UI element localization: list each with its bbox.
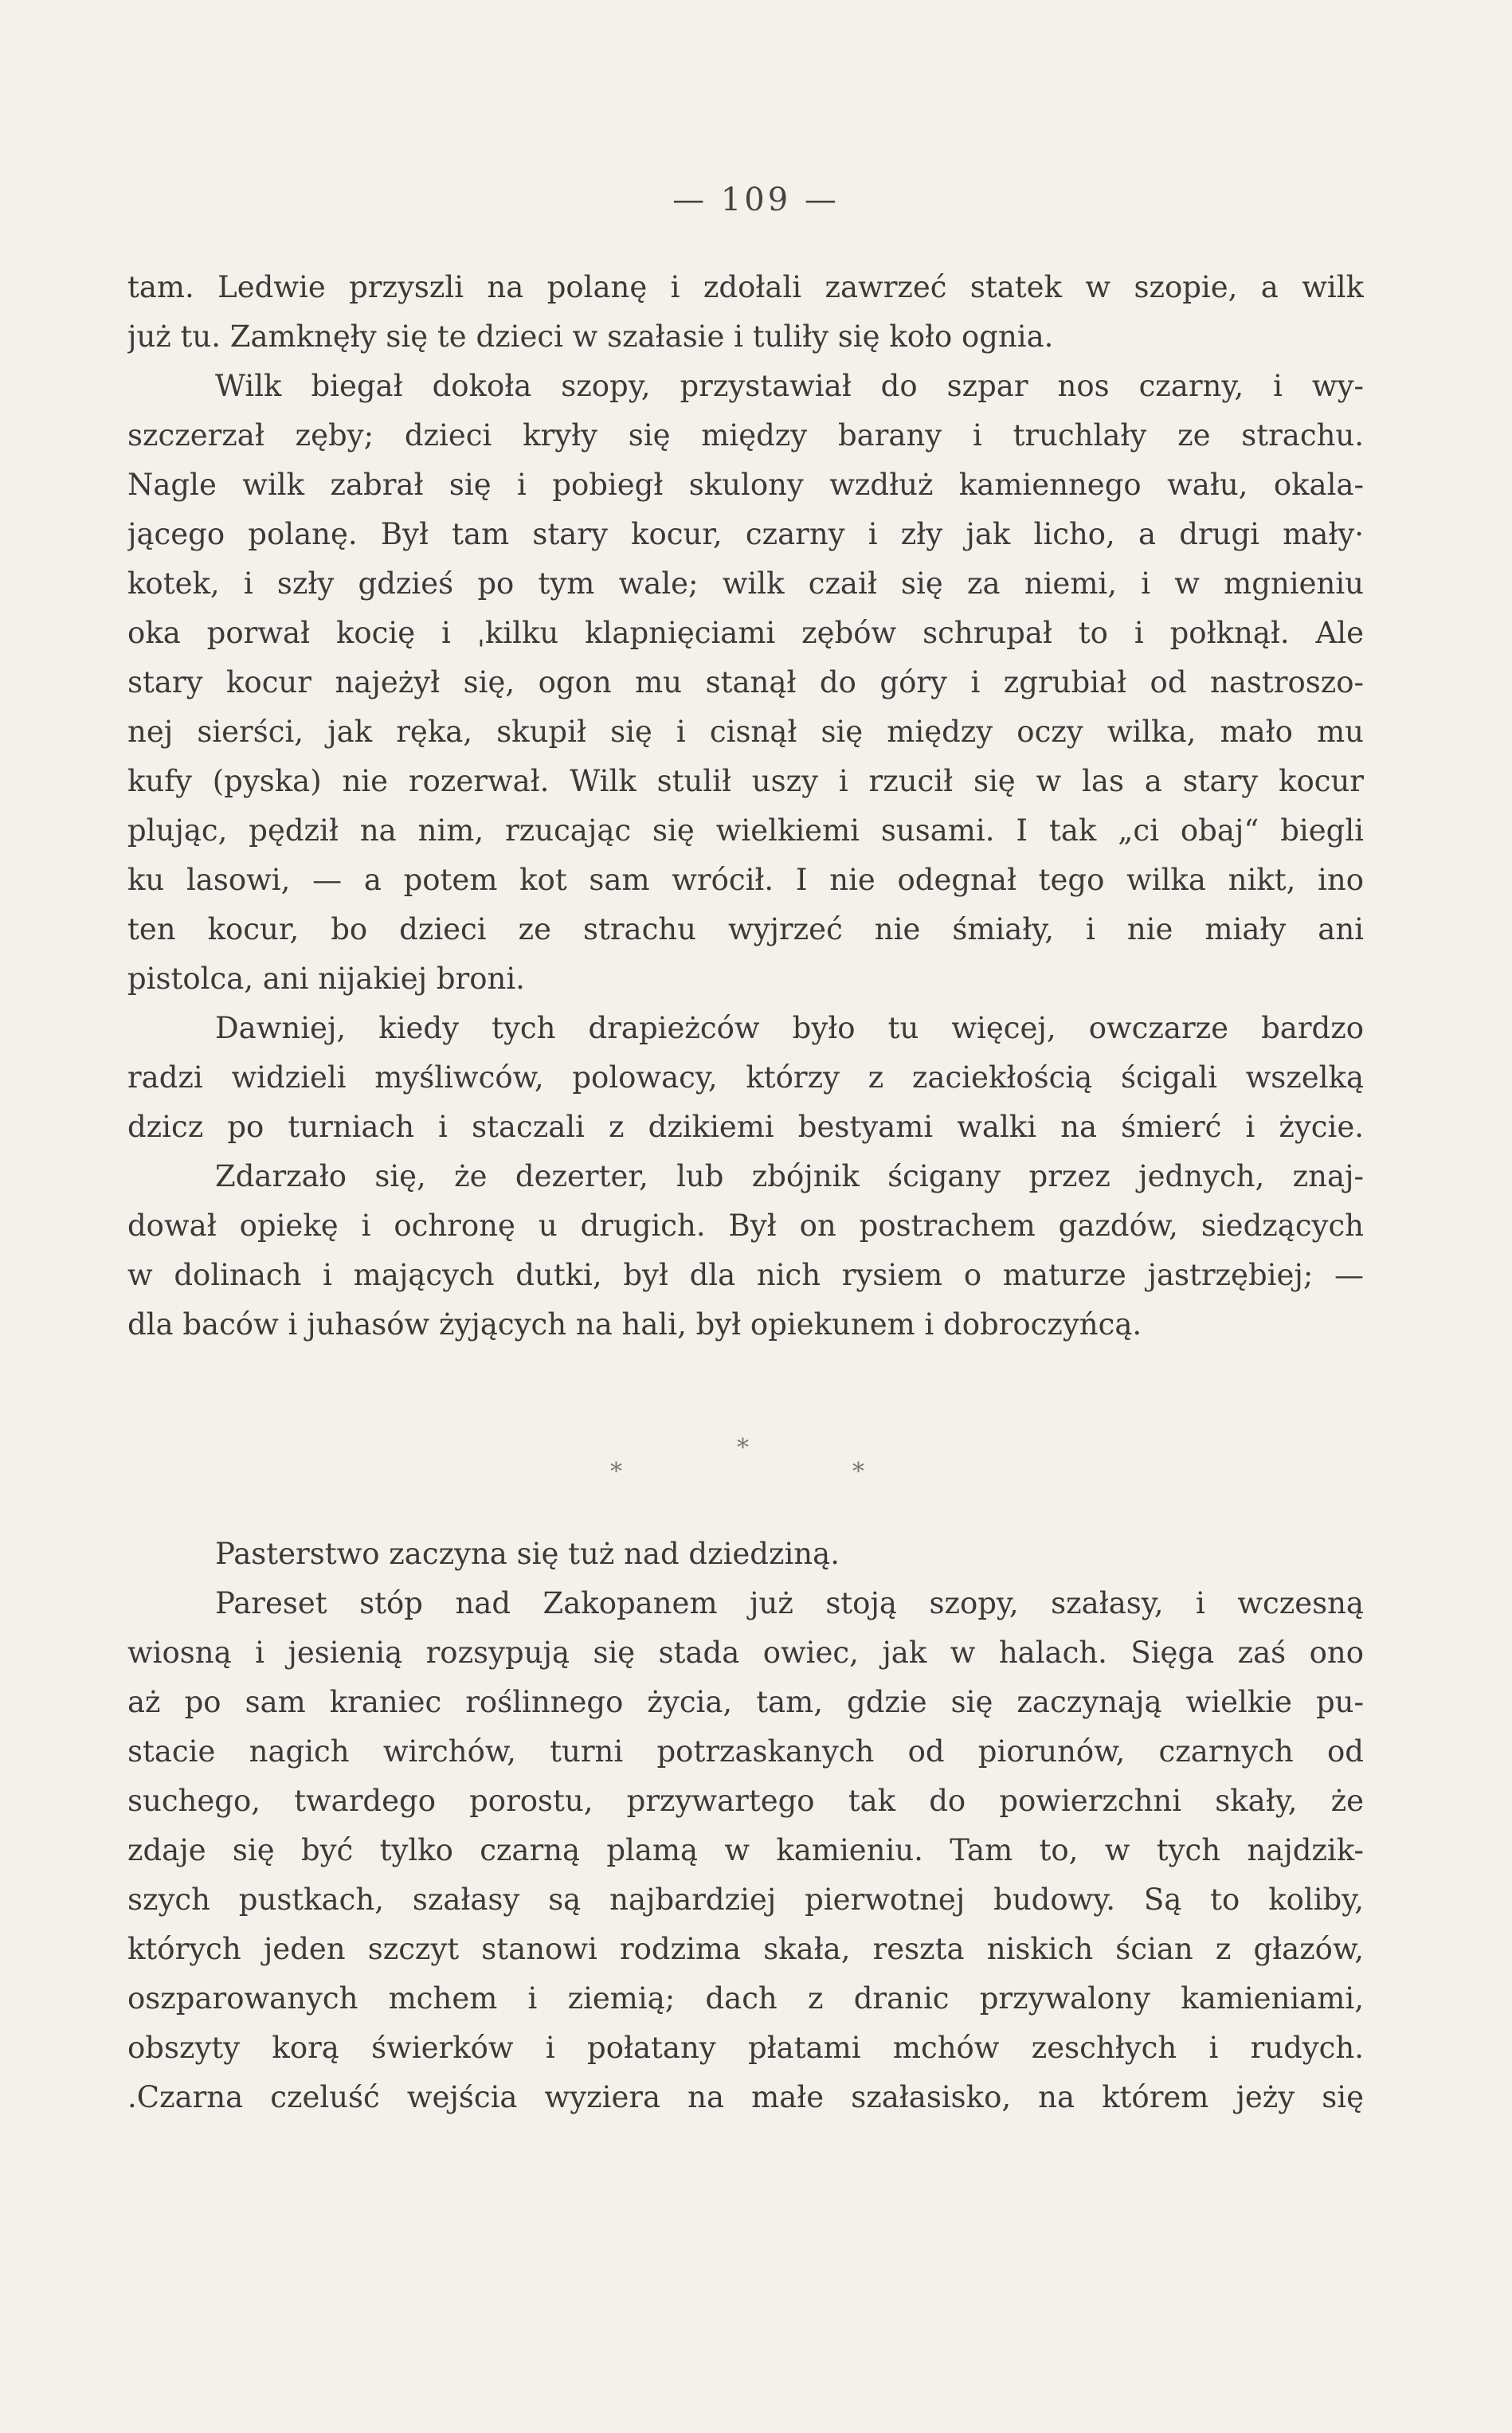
text-line: wiosną i jesienią rozsypują się stada owiec, jak w halach. Sięga zaś ono	[127, 1636, 1364, 1670]
separator-star-top: *	[737, 1434, 749, 1462]
text-line: plując, pędził na nim, rzucając się wielkiemi susami. I tak „ci obaj“ biegli	[127, 813, 1364, 848]
text-line: aż po sam kraniec roślinnego życia, tam, gdzie się zaczynają wielkie pu-	[127, 1685, 1364, 1719]
text-line: w dolinach i mających dutki, był dla nich rysiem o maturze jastrzębiej; —	[127, 1258, 1364, 1292]
text-line: tam. Ledwie przyszli na polanę i zdołali zawrzeć statek w szopie, a wilk	[127, 270, 1364, 304]
text-line: szych pustkach, szałasy są najbardziej pierwotnej budowy. Są to koliby,	[127, 1883, 1364, 1917]
text-line: radzi widzieli myśliwców, polowacy, którzy z zaciekłością ścigali wszelką	[127, 1060, 1364, 1095]
text-line: .Czarna czeluść wejścia wyziera na małe szałasisko, na którem jeży się	[127, 2080, 1364, 2114]
separator-star-right: *	[852, 1458, 864, 1486]
text-line: pistolca, ani nijakiej broni.	[127, 962, 525, 996]
text-line: Dawniej, kiedy tych drapieżców było tu więcej, owczarze bardzo	[215, 1011, 1364, 1045]
text-line: obszyty korą świerków i połatany płatami mchów zeschłych i rudych.	[127, 2031, 1364, 2065]
page-number: — 109 —	[672, 182, 840, 218]
text-line: stacie nagich wirchów, turni potrzaskanych od piorunów, czarnych od	[127, 1734, 1364, 1769]
text-line: kufy (pyska) nie rozerwał. Wilk stulił uszy i rzucił się w las a stary kocur	[127, 764, 1364, 798]
text-line: Pasterstwo zaczyna się tuż nad dziedziną.	[215, 1537, 840, 1571]
text-line: jącego polanę. Był tam stary kocur, czarny i zły jak licho, a drugi mały·	[127, 517, 1364, 551]
section-separator	[0, 1434, 1512, 1498]
paragraph-block-bottom	[127, 1530, 1364, 2122]
text-line: stary kocur najeżył się, ogon mu stanął do góry i zgrubiał od nastroszo-	[127, 665, 1364, 699]
text-line: Nagle wilk zabrał się i pobiegł skulony wzdłuż kamiennego wału, okala-	[127, 468, 1364, 502]
text-line: zdaje się być tylko czarną plamą w kamieniu. Tam to, w tych najdzik-	[127, 1833, 1364, 1867]
text-line: ten kocur, bo dzieci ze strachu wyjrzeć nie śmiały, i nie miały ani	[127, 912, 1364, 946]
text-line: kotek, i szły gdzieś po tym wale; wilk czaił się za niemi, i w mgnieniu	[127, 566, 1364, 601]
text-line: suchego, twardego porostu, przywartego tak do powierzchni skały, że	[127, 1784, 1364, 1818]
text-line: dzicz po turniach i staczali z dzikiemi bestyami walki na śmierć i życie.	[127, 1110, 1364, 1144]
text-line: nej sierści, jak ręka, skupił się i cisnął się między oczy wilka, mało mu	[127, 715, 1364, 749]
text-line: Zdarzało się, że dezerter, lub zbójnik ścigany przez jednych, znaj-	[215, 1159, 1364, 1193]
paragraph-block-top	[127, 263, 1364, 1350]
text-line: dla baców i juhasów żyjących na hali, był opiekunem i dobroczyńcą.	[127, 1307, 1142, 1342]
text-line: dował opiekę i ochronę u drugich. Był on postrachem gazdów, siedzących	[127, 1209, 1364, 1243]
text-line: oszparowanych mchem i ziemią; dach z dranic przywalony kamieniami,	[127, 1981, 1364, 2016]
text-line: oka porwał kocię i ˌkilku klapnięciami zębów schrupał to i połknął. Ale	[127, 616, 1364, 650]
text-line: Wilk biegał dokoła szopy, przystawiał do szpar nos czarny, i wy-	[215, 369, 1364, 403]
text-line: szczerzał zęby; dzieci kryły się między barany i truchlały ze strachu.	[127, 418, 1364, 453]
text-line: już tu. Zamknęły się te dzieci w szałasie i tuliły się koło ognia.	[127, 319, 1054, 354]
text-line: których jeden szczyt stanowi rodzima skała, reszta niskich ścian z głazów,	[127, 1932, 1364, 1966]
separator-star-left: *	[610, 1458, 622, 1486]
text-line: Pareset stóp nad Zakopanem już stoją szopy, szałasy, i wczesną	[215, 1586, 1364, 1620]
text-line: ku lasowi, — a potem kot sam wrócił. I nie odegnał tego wilka nikt, ino	[127, 863, 1364, 897]
